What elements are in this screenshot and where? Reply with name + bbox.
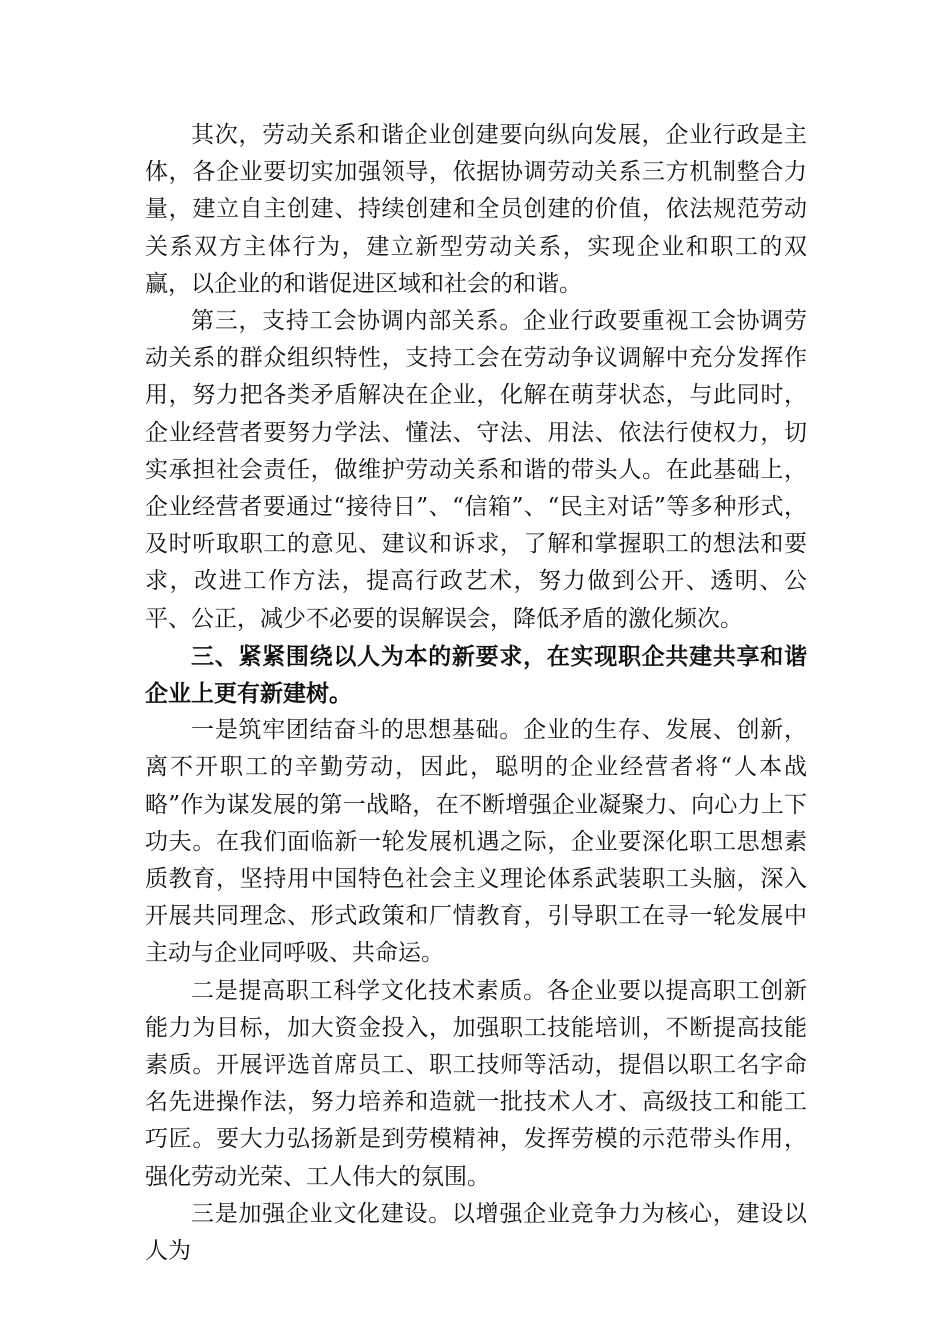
paragraph-ideological-foundation: 一是筑牢团结奋斗的思想基础。企业的生存、发展、创新，离不开职工的辛勤劳动，因此，聪明的企业经营者将“人本战略”作为谋发展的第一战略，在不断增强企业凝聚力、向心力上下功夫。在我们面临新一轮发展机遇之际，企业要深化职工思想素质教育，坚持用中国特色社会主义理论体系武装职工头脑，深入开展共同理念、形式政策和厂情教育，引导职工在寻一轮发展中主动与企业同呼吸、共命运。: [145, 717, 807, 967]
paragraph-worker-quality: 二是提高职工科学文化技术素质。各企业要以提高职工创新能力为目标，加大资金投入，加强职工技能培训，不断提高技能素质。开展评选首席员工、职工技师等活动，提倡以职工名字命名先进操作法，努力培养和造就一批技术人才、高级技工和能工巧匠。要大力弘扬新是到劳模精神，发挥劳模的示范带头作用，强化劳动光荣、工人伟大的氛围。: [145, 977, 807, 1190]
section-heading-people-oriented: 三、紧紧围绕以人为本的新要求，在实现职企共建共享和谐企业上更有新建树。: [145, 642, 807, 708]
document-body: [145, 117, 807, 1270]
paragraph-vertical-development: 其次，劳动关系和谐企业创建要向纵向发展，企业行政是主体，各企业要切实加强领导，依据协调劳动关系三方机制整合力量，建立自主创建、持续创建和全员创建的价值，依法规范劳动关系双方主体行为，建立新型劳动关系，实现企业和职工的双赢，以企业的和谐促进区域和社会的和谐。: [145, 122, 807, 297]
paragraph-union-coordination: 第三，支持工会协调内部关系。企业行政要重视工会协调劳动关系的群众组织特性，支持工会在劳动争议调解中充分发挥作用，努力把各类矛盾解决在企业，化解在萌芽状态，与此同时，企业经营者要努力学法、懂法、守法、用法、依法行使权力，切实承担社会责任，做维护劳动关系和谐的带头人。在此基础上，企业经营者要通过“接待日”、“信箱”、“民主对话”等多种形式，及时听取职工的意见、建议和诉求，了解和掌握职工的想法和要求，改进工作方法，提高行政艺术，努力做到公开、透明、公平、公正，减少不必要的误解误会，降低矛盾的激化频次。: [145, 308, 807, 632]
paragraph-corporate-culture: 三是加强企业文化建设。以增强企业竞争力为核心，建设以人为: [145, 1200, 807, 1265]
